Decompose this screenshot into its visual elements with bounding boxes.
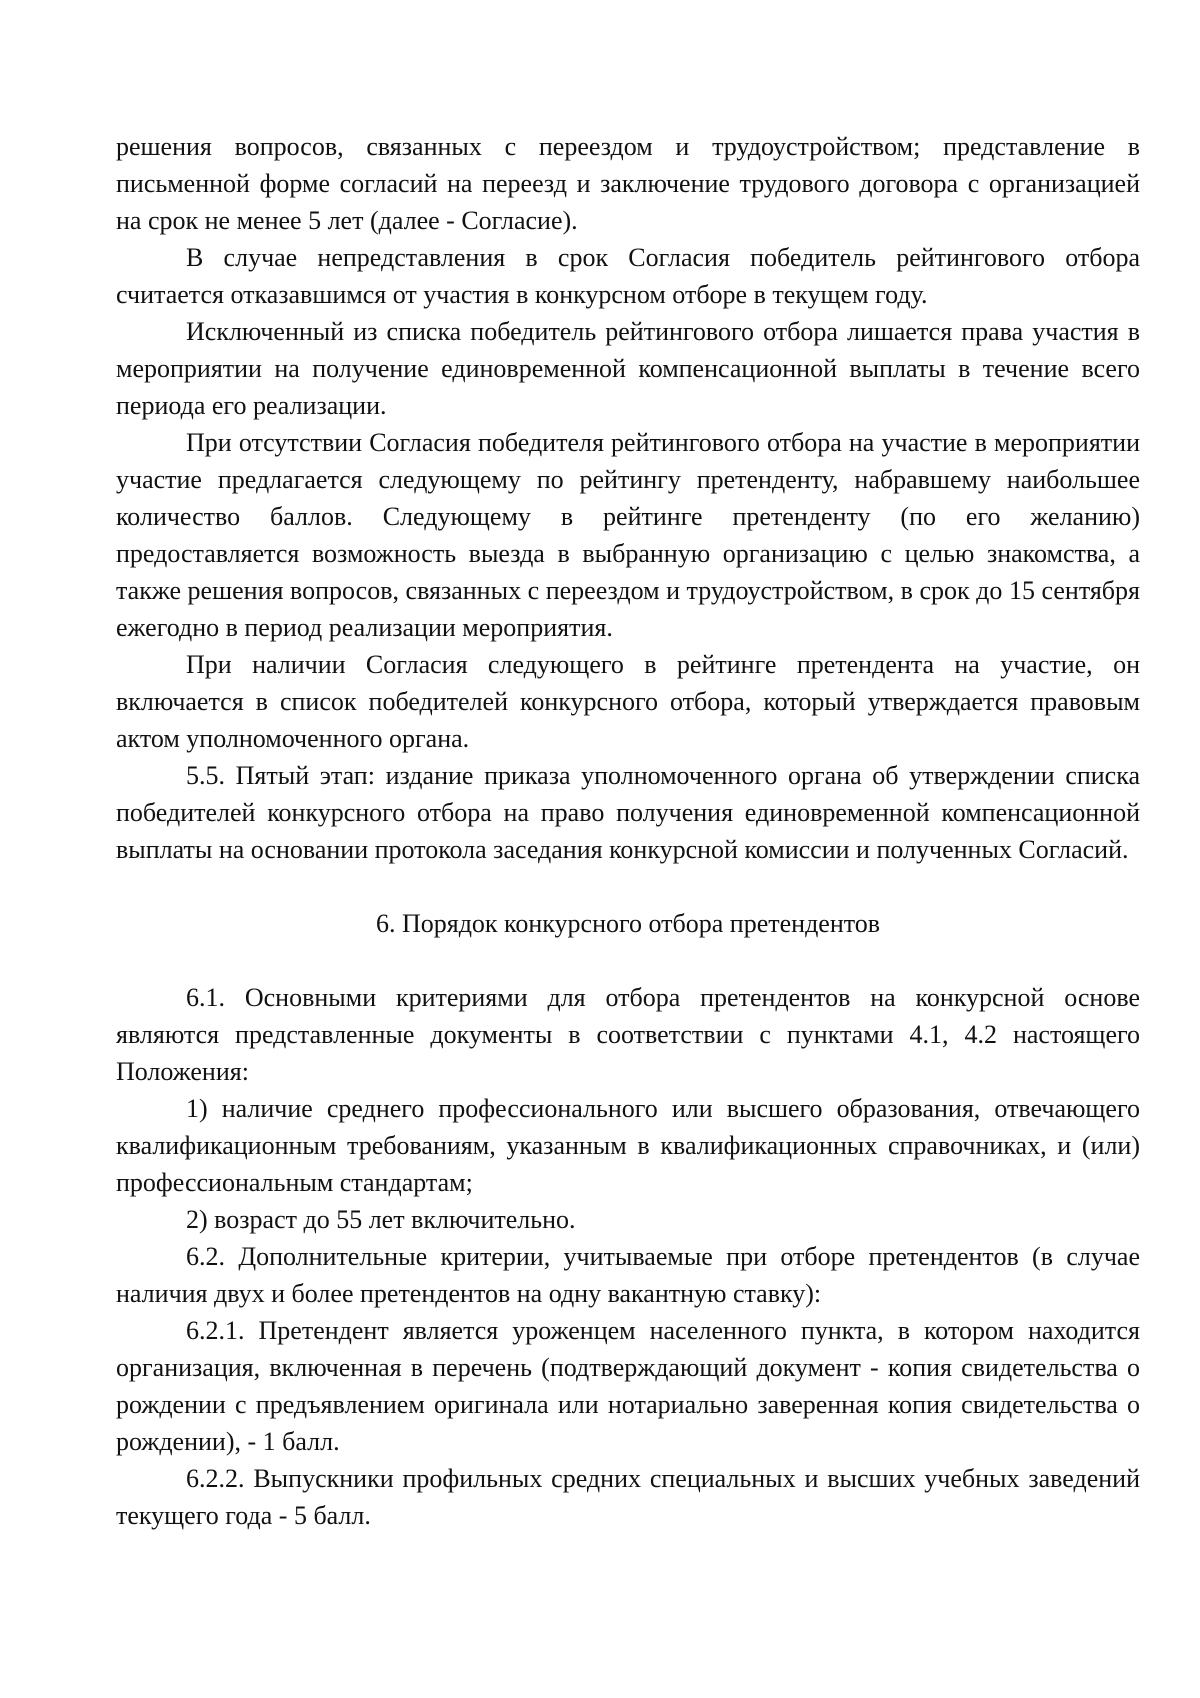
- paragraph-consent-continuation: решения вопросов, связанных с переездом и трудоустройством; представление в письменной форме согласий на переезд и заключение трудового договора с организацией на срок не менее 5 лет (далее - Согласие).: [116, 132, 1140, 235]
- section-heading: 6. Порядок конкурсного отбора претендентов: [375, 909, 881, 938]
- paragraph-criterion-1: 1) наличие среднего профессионального или высшего образования, отвечающего квалификационным требованиям, указанным в квалификационных справочниках, и (или) профессиональным стандартам;: [116, 1094, 1140, 1197]
- paragraph-excluded-winner: Исключенный из списка победитель рейтингового отбора лишается права участия в мероприятии на получение единовременной компенсационной выплаты в течение всего периода его реализации.: [116, 317, 1140, 420]
- paragraph-consent-missing: В случае непредставления в срок Согласия победитель рейтингового отбора считается отказавшимся от участия в конкурсном отборе в текущем году.: [116, 243, 1140, 309]
- paragraph-next-candidate: При отсутствии Согласия победителя рейтингового отбора на участие в мероприятии участие предлагается следующему по рейтингу претенденту, набравшему наибольшее количество баллов. Следующему в рейтинге претенденту (по его желанию) предоставляется возможность выезда в выбранную организацию с целью знакомства, а также решения вопросов, связанных с переездом и трудоустройством, в срок до 15 сентября ежегодно в период реализации мероприятия.: [116, 428, 1140, 642]
- paragraph-stage-5-5: 5.5. Пятый этап: издание приказа уполномоченного органа об утверждении списка победителей конкурсного отбора на право получения единовременной компенсационной выплаты на основании протокола заседания конкурсной комиссии и полученных Согласий.: [116, 761, 1140, 864]
- paragraph-next-candidate-consent: При наличии Согласия следующего в рейтинге претендента на участие, он включается в список победителей конкурсного отбора, который утверждается правовым актом уполномоченного органа.: [116, 650, 1140, 753]
- paragraph-6-2: 6.2. Дополнительные критерии, учитываемые при отборе претендентов (в случае наличия двух и более претендентов на одну вакантную ставку):: [116, 1242, 1140, 1308]
- paragraph-6-1: 6.1. Основными критериями для отбора претендентов на конкурсной основе являются представленные документы в соответствии с пунктами 4.1, 4.2 настоящего Положения:: [116, 983, 1140, 1086]
- paragraph-criterion-2: 2) возраст до 55 лет включительно.: [186, 1205, 576, 1234]
- paragraph-6-2-2: 6.2.2. Выпускники профильных средних специальных и высших учебных заведений текущего года - 5 балл.: [116, 1464, 1140, 1530]
- paragraph-6-2-1: 6.2.1. Претендент является уроженцем населенного пункта, в котором находится организация, включенная в перечень (подтверждающий документ - копия свидетельства о рождении с предъявлением оригинала или нотариально заверенная копия свидетельства о рождении), - 1 балл.: [116, 1316, 1140, 1456]
- document-body: [116, 128, 1140, 1534]
